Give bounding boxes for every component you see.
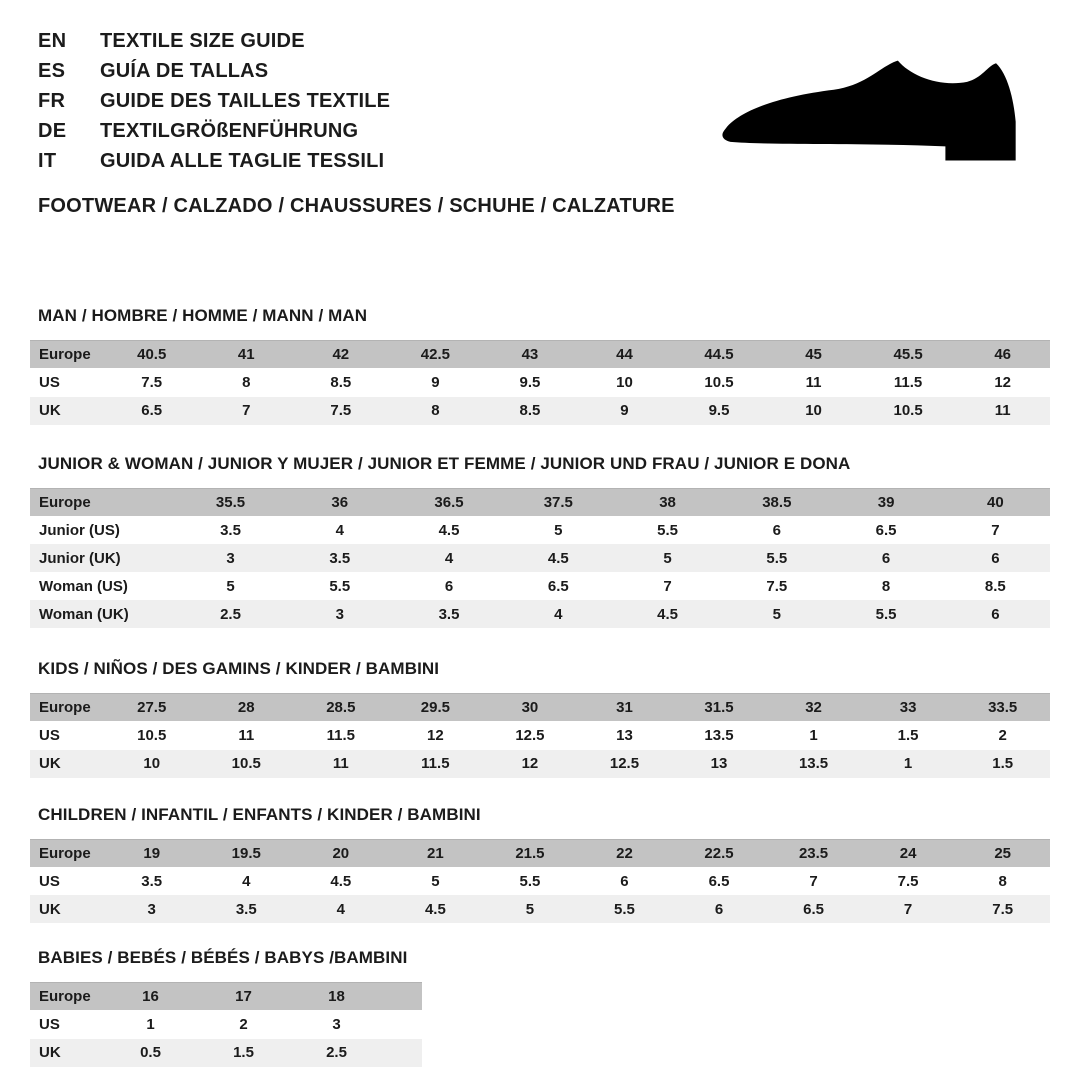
row-label: Junior (UK) xyxy=(30,544,176,572)
size-cell: 6 xyxy=(672,895,767,923)
size-table-title: BABIES / BEBÉS / BÉBÉS / BABYS /BAMBINI xyxy=(38,948,408,967)
size-cell: 21 xyxy=(388,839,483,867)
language-code: FR xyxy=(38,89,66,112)
size-cell: 6 xyxy=(941,600,1050,628)
size-cell: 1.5 xyxy=(897,727,919,745)
size-cell: 3.5 xyxy=(141,872,163,890)
row-label: Europe xyxy=(30,839,104,867)
empty-cell xyxy=(383,983,422,1011)
size-cell: 10 xyxy=(766,397,861,425)
row-label: UK xyxy=(30,895,104,923)
language-row-en xyxy=(38,26,1050,56)
size-cell: 6.5 xyxy=(708,872,730,890)
row-label: Europe xyxy=(30,983,104,1011)
size-cell: 2.5 xyxy=(176,600,285,628)
size-table-row xyxy=(30,572,1050,600)
size-cell: 6 xyxy=(444,577,454,595)
size-cell: 40.5 xyxy=(104,341,199,369)
size-cell: 39 xyxy=(831,488,940,516)
size-cell: 31.5 xyxy=(672,694,767,722)
size-cell: 32 xyxy=(766,694,861,722)
size-cell: 3 xyxy=(285,600,394,628)
size-cell: 4.5 xyxy=(504,544,613,572)
size-cell: 5.5 xyxy=(329,577,351,595)
size-cell: 44 xyxy=(577,341,672,369)
size-cell: 30 xyxy=(483,694,578,722)
size-cell: 6 xyxy=(620,872,629,890)
size-cell: 35.5 xyxy=(176,488,285,516)
size-cell: 5.5 xyxy=(519,872,541,890)
size-cell: 42 xyxy=(294,341,389,369)
size-cell: 10.5 xyxy=(861,397,956,425)
size-cell: 3.5 xyxy=(394,600,503,628)
size-cell: 46 xyxy=(955,341,1050,369)
row-label: US xyxy=(39,374,60,392)
size-cell: 38.5 xyxy=(722,488,831,516)
size-cell: 8.5 xyxy=(483,397,578,425)
size-cell: 9.5 xyxy=(672,397,767,425)
size-table-row xyxy=(30,397,1050,425)
size-table-row xyxy=(30,722,1050,750)
size-cell: 8 xyxy=(998,872,1007,890)
size-cell: 5.5 xyxy=(657,521,678,539)
empty-cell xyxy=(383,1011,422,1039)
size-cell: 3 xyxy=(104,895,199,923)
size-cell: 1 xyxy=(809,727,818,745)
size-cell: 4 xyxy=(335,521,344,539)
size-cell: 25 xyxy=(955,839,1050,867)
size-cell: 22 xyxy=(577,839,672,867)
size-cell: 5 xyxy=(226,577,235,595)
size-cell: 22.5 xyxy=(672,839,767,867)
size-cell: 10 xyxy=(104,750,199,778)
size-table-section xyxy=(30,805,1050,924)
size-cell: 16 xyxy=(104,983,197,1011)
size-cell: 6.5 xyxy=(547,577,569,595)
size-cell: 11.5 xyxy=(893,374,923,392)
size-cell: 7 xyxy=(663,577,672,595)
size-cell: 11 xyxy=(955,397,1050,425)
size-cell: 12.5 xyxy=(577,750,672,778)
language-code: ES xyxy=(38,59,66,82)
size-table-title: CHILDREN / INFANTIL / ENFANTS / KINDER / BAMBINI xyxy=(38,804,481,824)
size-cell: 43 xyxy=(483,341,578,369)
size-cell: 5 xyxy=(554,521,563,539)
size-table-row xyxy=(30,341,1050,369)
row-label: Woman (UK) xyxy=(30,600,176,628)
size-table-section xyxy=(30,659,1050,778)
size-table-row xyxy=(30,694,1050,722)
size-cell: 7.5 xyxy=(766,577,788,595)
size-cell: 11.5 xyxy=(326,727,355,745)
size-cell: 27.5 xyxy=(104,694,199,722)
size-cell: 4 xyxy=(294,895,389,923)
size-cell: 4.5 xyxy=(613,600,722,628)
size-table-title: JUNIOR & WOMAN / JUNIOR Y MUJER / JUNIOR ET FEMME / JUNIOR UND FRAU / JUNIOR E DONA xyxy=(38,453,851,473)
size-cell: 12.5 xyxy=(515,727,545,745)
size-tables xyxy=(30,306,1050,1067)
size-cell: 33 xyxy=(861,694,956,722)
size-cell: 9.5 xyxy=(519,374,541,392)
size-cell: 29.5 xyxy=(388,694,483,722)
size-table-row xyxy=(30,867,1050,895)
row-label: Europe xyxy=(30,694,104,722)
size-cell: 18 xyxy=(290,983,383,1011)
size-cell: 7.5 xyxy=(141,374,163,392)
size-cell: 31 xyxy=(577,694,672,722)
size-table-row xyxy=(30,750,1050,778)
category-line: FOOTWEAR / CALZADO / CHAUSSURES / SCHUHE / CALZATURE xyxy=(38,195,675,217)
size-cell: 4 xyxy=(394,544,503,572)
language-label: GUIDA ALLE TAGLIE TESSILI xyxy=(100,149,385,172)
size-cell: 24 xyxy=(861,839,956,867)
language-code: DE xyxy=(38,119,67,142)
size-cell: 4 xyxy=(504,600,613,628)
size-cell: 9 xyxy=(577,397,672,425)
size-cell: 0.5 xyxy=(104,1039,197,1067)
size-cell: 20 xyxy=(294,839,389,867)
language-code: IT xyxy=(38,149,57,172)
size-cell: 42.5 xyxy=(388,341,483,369)
size-cell: 11 xyxy=(294,750,389,778)
size-table-row xyxy=(30,516,1050,544)
size-cell: 3 xyxy=(332,1016,341,1034)
size-table-row xyxy=(30,1039,422,1067)
size-cell: 1 xyxy=(861,750,956,778)
size-cell: 5 xyxy=(483,895,578,923)
size-cell: 12 xyxy=(994,374,1012,392)
language-label: GUIDE DES TAILLES TEXTILE xyxy=(100,89,391,112)
size-cell: 45.5 xyxy=(861,341,956,369)
row-label: UK xyxy=(30,750,104,778)
size-cell: 7 xyxy=(991,521,1000,539)
size-cell: 13 xyxy=(672,750,767,778)
empty-cell xyxy=(383,1039,422,1067)
size-cell: 38 xyxy=(613,488,722,516)
row-label: UK xyxy=(30,1039,104,1067)
size-table xyxy=(30,982,422,1067)
language-label: GUÍA DE TALLAS xyxy=(100,59,269,82)
size-cell: 33.5 xyxy=(955,694,1050,722)
size-cell: 8.5 xyxy=(330,374,352,392)
size-cell: 12 xyxy=(427,727,444,745)
size-cell: 37.5 xyxy=(504,488,613,516)
size-table-row xyxy=(30,895,1050,923)
size-cell: 6 xyxy=(941,544,1050,572)
size-cell: 10.5 xyxy=(199,750,294,778)
size-table xyxy=(30,839,1050,924)
size-cell: 6 xyxy=(772,521,781,539)
row-label: Europe xyxy=(30,341,104,369)
size-cell: 5 xyxy=(722,600,831,628)
size-cell: 11.5 xyxy=(388,750,483,778)
size-cell: 4 xyxy=(242,872,251,890)
size-cell: 36.5 xyxy=(394,488,503,516)
size-cell: 3 xyxy=(176,544,285,572)
size-cell: 13 xyxy=(616,727,633,745)
size-cell: 6 xyxy=(831,544,940,572)
size-cell: 5.5 xyxy=(722,544,831,572)
size-cell: 2 xyxy=(239,1016,248,1034)
size-cell: 6.5 xyxy=(766,895,861,923)
size-cell: 3.5 xyxy=(199,895,294,923)
size-table xyxy=(30,340,1050,425)
size-cell: 23.5 xyxy=(766,839,861,867)
size-cell: 21.5 xyxy=(483,839,578,867)
size-cell: 6.5 xyxy=(104,397,199,425)
size-table xyxy=(30,693,1050,778)
size-table-section xyxy=(30,306,1050,425)
size-cell: 41 xyxy=(199,341,294,369)
size-cell: 1 xyxy=(146,1016,155,1034)
size-cell: 10.5 xyxy=(137,727,167,745)
size-cell: 19 xyxy=(104,839,199,867)
size-cell: 5.5 xyxy=(577,895,672,923)
size-cell: 9 xyxy=(431,374,440,392)
size-cell: 6.5 xyxy=(875,521,897,539)
size-cell: 45 xyxy=(766,341,861,369)
size-cell: 7 xyxy=(861,895,956,923)
size-table-row xyxy=(30,544,1050,572)
size-cell: 5 xyxy=(431,872,440,890)
size-cell: 2 xyxy=(998,727,1007,745)
language-code: EN xyxy=(38,29,67,52)
size-table-title: KIDS / NIÑOS / DES GAMINS / KINDER / BAMBINI xyxy=(38,659,440,678)
size-cell: 1.5 xyxy=(197,1039,290,1067)
size-cell: 28 xyxy=(199,694,294,722)
shoe-icon xyxy=(716,58,1026,164)
size-table-row xyxy=(30,839,1050,867)
size-cell: 3.5 xyxy=(220,521,241,539)
language-label: TEXTILE SIZE GUIDE xyxy=(100,29,305,52)
size-cell: 28.5 xyxy=(294,694,389,722)
size-cell: 1.5 xyxy=(955,750,1050,778)
size-cell: 40 xyxy=(941,488,1050,516)
size-table-row xyxy=(30,1011,422,1039)
size-cell: 4.5 xyxy=(330,872,352,890)
size-cell: 19.5 xyxy=(199,839,294,867)
size-cell: 13.5 xyxy=(704,727,734,745)
size-cell: 11 xyxy=(238,727,255,745)
size-cell: 7 xyxy=(809,872,818,890)
size-cell: 12 xyxy=(483,750,578,778)
size-cell: 4.5 xyxy=(388,895,483,923)
size-cell: 8 xyxy=(388,397,483,425)
size-cell: 8 xyxy=(242,374,251,392)
size-cell: 2.5 xyxy=(290,1039,383,1067)
row-label: Junior (US) xyxy=(39,521,120,539)
row-label: Europe xyxy=(30,488,176,516)
size-cell: 8.5 xyxy=(984,577,1006,595)
size-table-row xyxy=(30,600,1050,628)
row-label: UK xyxy=(30,397,104,425)
size-table-row xyxy=(30,983,422,1011)
size-cell: 8 xyxy=(881,577,891,595)
size-cell: 17 xyxy=(197,983,290,1011)
size-table-title: MAN / HOMBRE / HOMME / MANN / MAN xyxy=(38,306,368,325)
size-table-row xyxy=(30,488,1050,516)
size-cell: 11 xyxy=(805,374,822,392)
size-cell: 10 xyxy=(616,374,633,392)
size-table xyxy=(30,488,1050,629)
size-cell: 7.5 xyxy=(955,895,1050,923)
size-cell: 5 xyxy=(613,544,722,572)
size-cell: 4.5 xyxy=(438,521,460,539)
row-label: Woman (US) xyxy=(39,577,128,595)
size-cell: 10.5 xyxy=(704,374,734,392)
language-label: TEXTILGRÖßENFÜHRUNG xyxy=(100,119,359,142)
size-table-section xyxy=(30,454,1050,629)
size-cell: 3.5 xyxy=(285,544,394,572)
size-table-row xyxy=(30,369,1050,397)
size-cell: 7 xyxy=(199,397,294,425)
size-cell: 13.5 xyxy=(766,750,861,778)
row-label: US xyxy=(39,872,60,890)
row-label: US xyxy=(39,1016,60,1034)
size-cell: 7.5 xyxy=(897,872,919,890)
row-label: US xyxy=(39,727,60,745)
size-cell: 44.5 xyxy=(672,341,767,369)
size-cell: 5.5 xyxy=(831,600,940,628)
size-cell: 36 xyxy=(285,488,394,516)
size-table-section xyxy=(30,948,1050,1067)
size-cell: 7.5 xyxy=(294,397,389,425)
